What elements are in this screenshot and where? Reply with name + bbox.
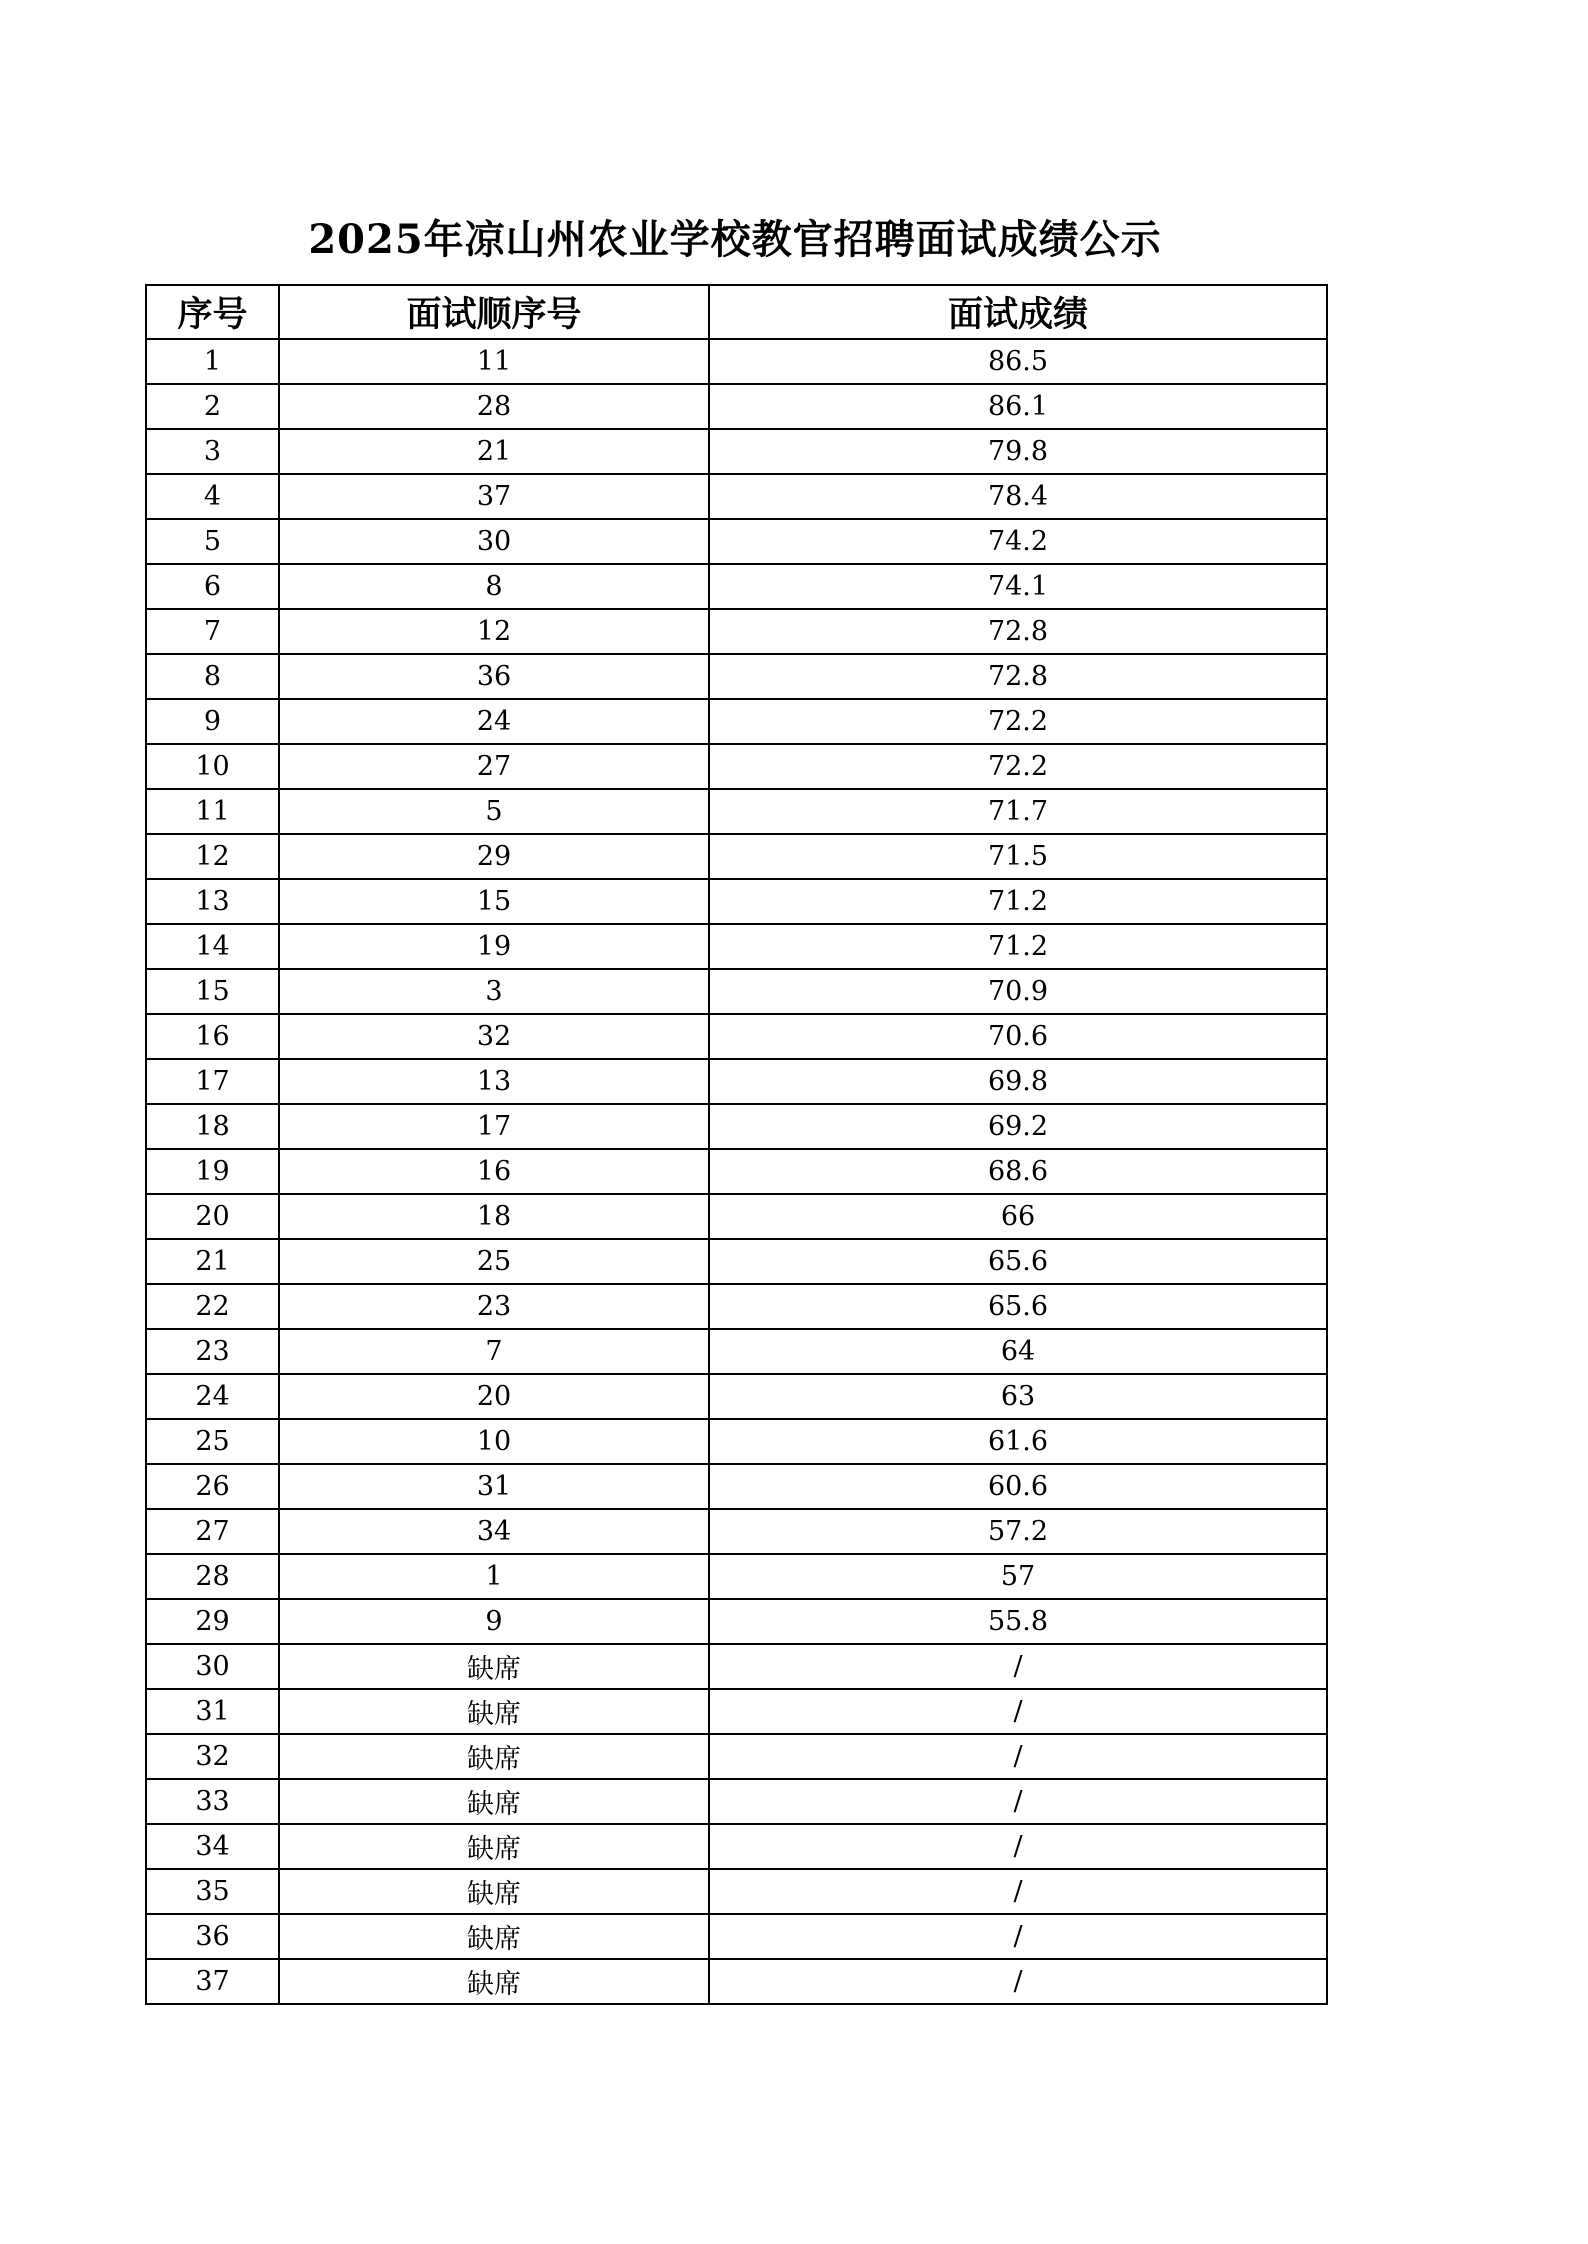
cell-interview-score: / bbox=[709, 1869, 1327, 1914]
cell-interview-order: 缺席 bbox=[279, 1959, 709, 2004]
cell-interview-score: 74.1 bbox=[709, 564, 1327, 609]
table-row bbox=[146, 339, 1327, 384]
cell-serial-number: 22 bbox=[146, 1284, 279, 1329]
cell-interview-score: / bbox=[709, 1959, 1327, 2004]
cell-interview-order: 30 bbox=[279, 519, 709, 564]
cell-interview-score: 63 bbox=[709, 1374, 1327, 1419]
table-row bbox=[146, 1329, 1327, 1374]
cell-interview-score: / bbox=[709, 1779, 1327, 1824]
cell-interview-score: 66 bbox=[709, 1194, 1327, 1239]
table-row bbox=[146, 1419, 1327, 1464]
cell-interview-score: 71.5 bbox=[709, 834, 1327, 879]
cell-interview-score: 70.9 bbox=[709, 969, 1327, 1014]
table-row bbox=[146, 1509, 1327, 1554]
cell-serial-number: 19 bbox=[146, 1149, 279, 1194]
table-row bbox=[146, 744, 1327, 789]
cell-interview-score: 71.7 bbox=[709, 789, 1327, 834]
cell-interview-score: 68.6 bbox=[709, 1149, 1327, 1194]
cell-interview-order: 缺席 bbox=[279, 1644, 709, 1689]
cell-interview-score: 72.2 bbox=[709, 699, 1327, 744]
cell-interview-order: 12 bbox=[279, 609, 709, 654]
cell-interview-order: 11 bbox=[279, 339, 709, 384]
cell-serial-number: 9 bbox=[146, 699, 279, 744]
cell-interview-order: 23 bbox=[279, 1284, 709, 1329]
cell-serial-number: 35 bbox=[146, 1869, 279, 1914]
cell-interview-score: 69.2 bbox=[709, 1104, 1327, 1149]
cell-interview-order: 7 bbox=[279, 1329, 709, 1374]
table-row bbox=[146, 1599, 1327, 1644]
table-row bbox=[146, 1374, 1327, 1419]
cell-interview-score: 74.2 bbox=[709, 519, 1327, 564]
cell-serial-number: 32 bbox=[146, 1734, 279, 1779]
table-row bbox=[146, 1239, 1327, 1284]
cell-interview-order: 17 bbox=[279, 1104, 709, 1149]
cell-interview-score: 78.4 bbox=[709, 474, 1327, 519]
cell-serial-number: 30 bbox=[146, 1644, 279, 1689]
cell-interview-score: 71.2 bbox=[709, 924, 1327, 969]
cell-serial-number: 2 bbox=[146, 384, 279, 429]
cell-serial-number: 1 bbox=[146, 339, 279, 384]
cell-interview-order: 缺席 bbox=[279, 1869, 709, 1914]
table-row bbox=[146, 1554, 1327, 1599]
cell-interview-order: 37 bbox=[279, 474, 709, 519]
cell-interview-score: 69.8 bbox=[709, 1059, 1327, 1104]
table-row bbox=[146, 1689, 1327, 1734]
cell-serial-number: 34 bbox=[146, 1824, 279, 1869]
cell-serial-number: 29 bbox=[146, 1599, 279, 1644]
cell-interview-score: 70.6 bbox=[709, 1014, 1327, 1059]
cell-interview-score: 72.8 bbox=[709, 609, 1327, 654]
cell-interview-order: 18 bbox=[279, 1194, 709, 1239]
cell-interview-score: / bbox=[709, 1824, 1327, 1869]
cell-interview-order: 24 bbox=[279, 699, 709, 744]
table-row bbox=[146, 429, 1327, 474]
table-row bbox=[146, 1914, 1327, 1959]
cell-serial-number: 5 bbox=[146, 519, 279, 564]
cell-interview-order: 32 bbox=[279, 1014, 709, 1059]
cell-interview-order: 19 bbox=[279, 924, 709, 969]
cell-serial-number: 13 bbox=[146, 879, 279, 924]
cell-interview-order: 8 bbox=[279, 564, 709, 609]
table-row bbox=[146, 384, 1327, 429]
cell-serial-number: 11 bbox=[146, 789, 279, 834]
cell-interview-order: 21 bbox=[279, 429, 709, 474]
cell-interview-score: 57.2 bbox=[709, 1509, 1327, 1554]
cell-interview-order: 缺席 bbox=[279, 1779, 709, 1824]
cell-interview-score: 60.6 bbox=[709, 1464, 1327, 1509]
cell-serial-number: 37 bbox=[146, 1959, 279, 2004]
cell-serial-number: 18 bbox=[146, 1104, 279, 1149]
cell-interview-order: 3 bbox=[279, 969, 709, 1014]
cell-interview-score: 64 bbox=[709, 1329, 1327, 1374]
cell-serial-number: 15 bbox=[146, 969, 279, 1014]
cell-serial-number: 12 bbox=[146, 834, 279, 879]
table-row bbox=[146, 789, 1327, 834]
cell-interview-order: 13 bbox=[279, 1059, 709, 1104]
cell-interview-score: / bbox=[709, 1734, 1327, 1779]
cell-interview-score: 65.6 bbox=[709, 1284, 1327, 1329]
table-row bbox=[146, 924, 1327, 969]
cell-interview-score: 86.5 bbox=[709, 339, 1327, 384]
table-body bbox=[146, 339, 1327, 2004]
cell-serial-number: 14 bbox=[146, 924, 279, 969]
cell-interview-order: 15 bbox=[279, 879, 709, 924]
cell-interview-score: 72.2 bbox=[709, 744, 1327, 789]
cell-serial-number: 4 bbox=[146, 474, 279, 519]
table-row bbox=[146, 654, 1327, 699]
cell-interview-order: 缺席 bbox=[279, 1914, 709, 1959]
table-row bbox=[146, 1149, 1327, 1194]
table-row bbox=[146, 1104, 1327, 1149]
header-interview-score: 面试成绩 bbox=[709, 285, 1327, 339]
cell-serial-number: 25 bbox=[146, 1419, 279, 1464]
cell-interview-order: 27 bbox=[279, 744, 709, 789]
table-row bbox=[146, 609, 1327, 654]
table-row bbox=[146, 519, 1327, 564]
cell-serial-number: 23 bbox=[146, 1329, 279, 1374]
table-row bbox=[146, 1284, 1327, 1329]
table-row bbox=[146, 564, 1327, 609]
table-row bbox=[146, 1734, 1327, 1779]
table-row bbox=[146, 1959, 1327, 2004]
cell-interview-order: 9 bbox=[279, 1599, 709, 1644]
header-serial-number: 序号 bbox=[146, 285, 279, 339]
cell-serial-number: 8 bbox=[146, 654, 279, 699]
cell-interview-score: 55.8 bbox=[709, 1599, 1327, 1644]
table-row bbox=[146, 969, 1327, 1014]
cell-serial-number: 7 bbox=[146, 609, 279, 654]
table-header-row bbox=[146, 285, 1327, 339]
cell-serial-number: 10 bbox=[146, 744, 279, 789]
cell-interview-order: 10 bbox=[279, 1419, 709, 1464]
cell-serial-number: 17 bbox=[146, 1059, 279, 1104]
cell-interview-score: 72.8 bbox=[709, 654, 1327, 699]
cell-serial-number: 28 bbox=[146, 1554, 279, 1599]
cell-serial-number: 24 bbox=[146, 1374, 279, 1419]
table-row bbox=[146, 1464, 1327, 1509]
cell-interview-order: 1 bbox=[279, 1554, 709, 1599]
cell-interview-order: 缺席 bbox=[279, 1734, 709, 1779]
cell-serial-number: 26 bbox=[146, 1464, 279, 1509]
cell-serial-number: 31 bbox=[146, 1689, 279, 1734]
cell-interview-score: 57 bbox=[709, 1554, 1327, 1599]
cell-interview-score: / bbox=[709, 1644, 1327, 1689]
cell-serial-number: 21 bbox=[146, 1239, 279, 1284]
cell-interview-order: 16 bbox=[279, 1149, 709, 1194]
cell-serial-number: 16 bbox=[146, 1014, 279, 1059]
table-row bbox=[146, 1869, 1327, 1914]
cell-interview-score: 71.2 bbox=[709, 879, 1327, 924]
cell-interview-score: 79.8 bbox=[709, 429, 1327, 474]
table-row bbox=[146, 879, 1327, 924]
table-row bbox=[146, 1644, 1327, 1689]
cell-serial-number: 3 bbox=[146, 429, 279, 474]
cell-interview-score: 65.6 bbox=[709, 1239, 1327, 1284]
cell-interview-score: / bbox=[709, 1914, 1327, 1959]
cell-interview-score: / bbox=[709, 1689, 1327, 1734]
cell-serial-number: 6 bbox=[146, 564, 279, 609]
header-interview-order: 面试顺序号 bbox=[279, 285, 709, 339]
cell-interview-order: 29 bbox=[279, 834, 709, 879]
table-row bbox=[146, 1059, 1327, 1104]
cell-interview-order: 31 bbox=[279, 1464, 709, 1509]
table-row bbox=[146, 1014, 1327, 1059]
cell-interview-order: 25 bbox=[279, 1239, 709, 1284]
table-row bbox=[146, 1779, 1327, 1824]
cell-serial-number: 36 bbox=[146, 1914, 279, 1959]
cell-serial-number: 33 bbox=[146, 1779, 279, 1824]
score-table bbox=[145, 284, 1328, 2005]
cell-interview-order: 36 bbox=[279, 654, 709, 699]
cell-interview-order: 20 bbox=[279, 1374, 709, 1419]
cell-interview-order: 34 bbox=[279, 1509, 709, 1554]
cell-interview-score: 86.1 bbox=[709, 384, 1327, 429]
table-row bbox=[146, 1194, 1327, 1239]
page-title: 2025年凉山州农业学校教官招聘面试成绩公示 bbox=[308, 216, 1162, 263]
table-row bbox=[146, 834, 1327, 879]
cell-serial-number: 20 bbox=[146, 1194, 279, 1239]
cell-interview-order: 缺席 bbox=[279, 1689, 709, 1734]
table-row bbox=[146, 1824, 1327, 1869]
cell-interview-order: 5 bbox=[279, 789, 709, 834]
cell-interview-order: 28 bbox=[279, 384, 709, 429]
table-row bbox=[146, 474, 1327, 519]
cell-interview-score: 61.6 bbox=[709, 1419, 1327, 1464]
cell-serial-number: 27 bbox=[146, 1509, 279, 1554]
cell-interview-order: 缺席 bbox=[279, 1824, 709, 1869]
table-row bbox=[146, 699, 1327, 744]
